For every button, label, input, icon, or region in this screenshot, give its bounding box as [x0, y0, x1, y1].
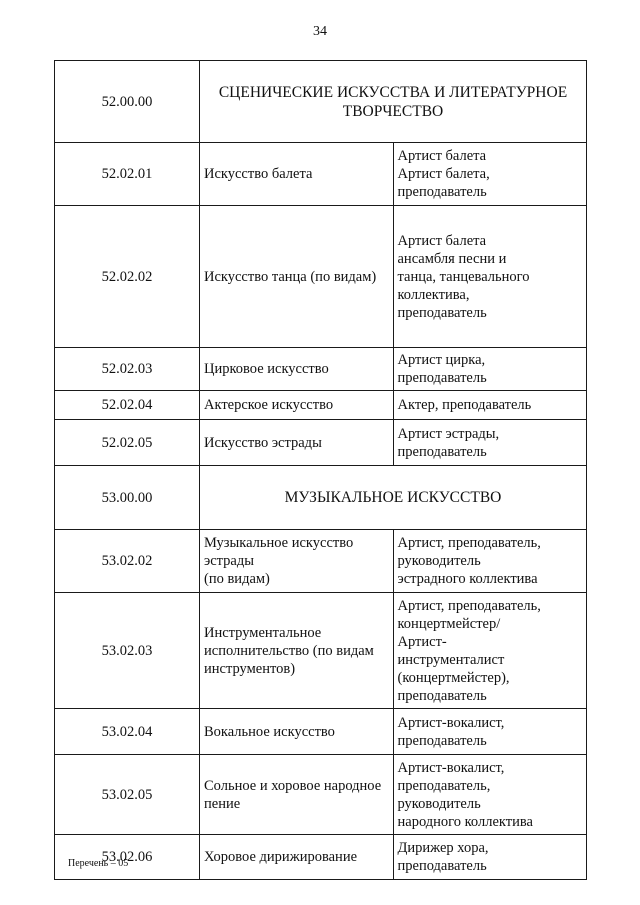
- specialty-name-line: Хоровое дирижирование: [204, 849, 358, 865]
- specialty-name-cell: [200, 709, 394, 755]
- code-cell: 52.02.05: [55, 420, 200, 466]
- qualification-line: Артист-вокалист,: [397, 759, 505, 776]
- qualification-line: руководитель: [397, 553, 481, 569]
- qualification-line: Артист-вокалист,: [397, 714, 505, 731]
- qualification-line: преподаватель: [397, 443, 487, 460]
- table-row: [55, 709, 587, 755]
- section-title-line: МУЗЫКАЛЬНОЕ ИСКУССТВО: [284, 489, 502, 506]
- table-row: [55, 530, 587, 593]
- specialty-name-cell: [200, 835, 394, 880]
- qualification-cell: [393, 593, 587, 709]
- page-number: 34: [313, 24, 327, 39]
- qualification-cell: [393, 709, 587, 755]
- qualification-cell: [393, 755, 587, 835]
- specialty-name-line: Музыкальное искусство эстрады: [204, 535, 354, 569]
- qualification-line: коллектива,: [397, 286, 470, 303]
- qualification-line: ансамбля песни и: [397, 250, 507, 267]
- specialty-name-line: Цирковое искусство: [204, 361, 329, 377]
- qualification-line: Актер, преподаватель: [397, 397, 532, 413]
- qualification-line: преподаватель: [397, 304, 487, 321]
- code-cell: 53.02.05: [55, 755, 200, 835]
- qualification-line: Артист, преподаватель,: [397, 597, 541, 614]
- qualification-line: танца, танцевального: [397, 268, 530, 285]
- table-row: [55, 143, 587, 206]
- table-row: [55, 420, 587, 466]
- code-cell: 53.02.06: [55, 835, 200, 880]
- code-cell: 52.00.00: [55, 61, 200, 143]
- qualification-line: преподаватель: [397, 687, 487, 704]
- qualification-line: Артист-: [397, 633, 447, 650]
- footer-label: Перечень – 05: [68, 858, 129, 869]
- qualification-line: Артист эстрады,: [397, 425, 500, 442]
- qualification-line: (концертмейстер),: [397, 669, 510, 686]
- code-cell: 53.02.04: [55, 709, 200, 755]
- qualification-cell: [393, 420, 587, 466]
- qualification-line: Артист балета: [397, 232, 487, 249]
- code-cell: 52.02.01: [55, 143, 200, 206]
- qualification-line: преподаватель,: [397, 777, 491, 794]
- table-row: [55, 755, 587, 835]
- qualification-line: народного коллектива: [397, 813, 533, 830]
- qualification-line: руководитель: [397, 795, 481, 812]
- qualification-cell: [393, 530, 587, 593]
- code-cell: 52.02.04: [55, 391, 200, 420]
- code-cell: 52.02.03: [55, 348, 200, 391]
- specialty-name-line: Инструментальное: [204, 624, 322, 641]
- qualification-line: Артист цирка,: [397, 352, 486, 368]
- table-row: [55, 206, 587, 348]
- section-title: [200, 61, 587, 143]
- table-row: [55, 391, 587, 420]
- table-row: [55, 593, 587, 709]
- qualification-line: эстрадного коллектива: [397, 571, 538, 587]
- section-title: [200, 466, 587, 530]
- specialty-name-line: Искусство балета: [204, 166, 313, 182]
- section-row: [55, 466, 587, 530]
- specialty-name-cell: [200, 755, 394, 835]
- specialty-name-line: (по видам): [204, 571, 270, 587]
- qualification-line: преподаватель: [397, 732, 487, 749]
- section-row: [55, 61, 587, 143]
- qualification-line: инструменталист: [397, 651, 505, 668]
- qualification-line: преподаватель: [397, 184, 487, 200]
- specialty-name-cell: [200, 530, 394, 593]
- qualification-line: Артист, преподаватель,: [397, 535, 541, 551]
- table-row: [55, 835, 587, 880]
- qualification-cell: [393, 348, 587, 391]
- specialty-name-cell: [200, 420, 394, 466]
- section-title-line: ТВОРЧЕСТВО: [342, 102, 444, 120]
- specialty-name-cell: [200, 348, 394, 391]
- table-row: [55, 348, 587, 391]
- specialty-name-cell: [200, 143, 394, 206]
- specialty-name-cell: [200, 206, 394, 348]
- qualification-line: Артист балета: [397, 148, 487, 164]
- qualification-line: концертмейстер/: [397, 615, 501, 632]
- qualification-cell: [393, 835, 587, 880]
- specialty-name-line: Искусство эстрады: [204, 434, 322, 451]
- qualification-cell: [393, 391, 587, 420]
- code-cell: 53.02.02: [55, 530, 200, 593]
- qualification-line: Артист балета,: [397, 166, 490, 182]
- specialty-name-cell: [200, 391, 394, 420]
- specialty-name-line: Искусство танца (по видам): [204, 268, 377, 285]
- code-cell: 53.00.00: [55, 466, 200, 530]
- section-title-line: СЦЕНИЧЕСКИЕ ИСКУССТВА И ЛИТЕРАТУРНОЕ: [218, 83, 568, 101]
- specialty-name-line: инструментов): [204, 660, 296, 677]
- code-cell: 52.02.02: [55, 206, 200, 348]
- qualification-line: Дирижер хора,: [397, 840, 489, 856]
- qualification-line: преподаватель: [397, 370, 487, 386]
- qualification-cell: [393, 143, 587, 206]
- code-cell: 53.02.03: [55, 593, 200, 709]
- specialty-name-line: пение: [204, 795, 241, 812]
- specialties-table: [54, 60, 587, 880]
- specialty-name-line: исполнительство (по видам: [204, 642, 374, 659]
- qualification-cell: [393, 206, 587, 348]
- specialty-name-line: Сольное и хоровое народное: [204, 777, 382, 794]
- qualification-line: преподаватель: [397, 858, 487, 874]
- specialty-name-line: Актерское искусство: [204, 397, 334, 413]
- specialty-name-cell: [200, 593, 394, 709]
- specialty-name-line: Вокальное искусство: [204, 723, 335, 740]
